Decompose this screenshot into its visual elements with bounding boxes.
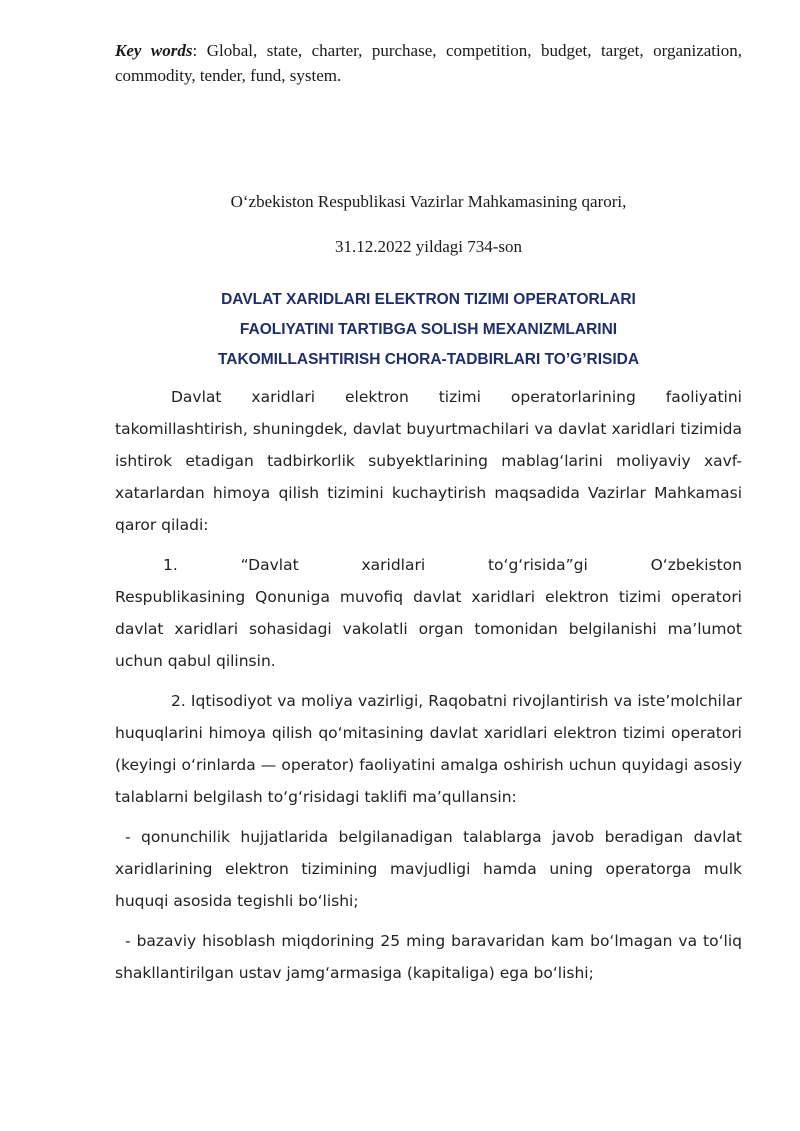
clause-1-first-line [115, 549, 742, 581]
document-page [115, 38, 743, 982]
clause-1-word-2: xaridlari [361, 556, 426, 574]
document-title [115, 285, 742, 375]
decree-date-number: 31.12.2022 yildagi 734-son [335, 237, 522, 256]
keywords-paragraph [115, 38, 742, 88]
clause-1-number: 1. [163, 556, 178, 574]
clause-1-word-1: “Davlat [240, 556, 299, 574]
title-line-1: DAVLAT XARIDLARI ELEKTRON TIZIMI OPERATORLARI [221, 291, 636, 308]
clause-1 [115, 549, 742, 677]
keywords-label: Key words [115, 41, 193, 60]
document-body [115, 381, 742, 989]
requirement-item-2: - bazaviy hisoblash miqdorining 25 ming baravaridan kam bo‘lmagan va to‘liq shakllantirilgan ustav jamg‘armasiga (kapitaliga) ega bo‘lishi; [115, 932, 742, 982]
title-line-3: TAKOMILLASHTIRISH CHORA-TADBIRLARI TO’G’RISIDA [217, 351, 640, 368]
clause-1-word-3: to‘g‘risida”gi [487, 556, 588, 574]
decree-issuer: O‘zbekiston Respublikasi Vazirlar Mahkamasining qarori, [230, 192, 627, 211]
clause-1-text: Respublikasining Qonuniga muvofiq davlat xaridlari elektron tizimi operatori davlat xaridlari sohasidagi vakolatli organ tomonidan belgilanishi ma’lumot uchun qabul qilinsin. [115, 588, 742, 670]
requirement-item-1: - qonunchilik hujjatlarida belgilanadigan talablarga javob beradigan davlat xaridlarining elektron tizimining mavjudligi hamda uning operatorga mulk huquqi asosida tegishli bo‘lishi; [115, 828, 742, 910]
keywords-text: : Global, state, charter, purchase, competition, budget, target, organization, commodity, tender, fund, system. [115, 41, 743, 85]
title-line-2: FAOLIYATINI TARTIBGA SOLISH MEXANIZMLARINI [239, 321, 618, 338]
preamble-paragraph: Davlat xaridlari elektron tizimi operatorlarining faoliyatini takomillashtirish, shuningdek, davlat buyurtmachilari va davlat xaridlari tizimida ishtirok etadigan tadbirkorlik subyektlarining mablag‘larini moliyaviy xavf-xatarlardan himoya qilish tizimini kuchaytirish maqsadida Vazirlar Mahkamasi qaror qiladi: [115, 388, 742, 534]
clause-1-word-4: O‘zbekiston [650, 556, 742, 574]
clause-2-paragraph: 2. Iqtisodiyot va moliya vazirligi, Raqobatni rivojlantirish va iste’molchilar huquqlarini himoya qilish qo‘mitasining davlat xaridlari elektron tizimi operatori (keyingi o‘rinlarda — operator) faoliyatini amalga oshirish uchun quyidagi asosiy talablarni belgilash to‘g‘risidagi taklifi ma’qullansin: [115, 692, 742, 806]
